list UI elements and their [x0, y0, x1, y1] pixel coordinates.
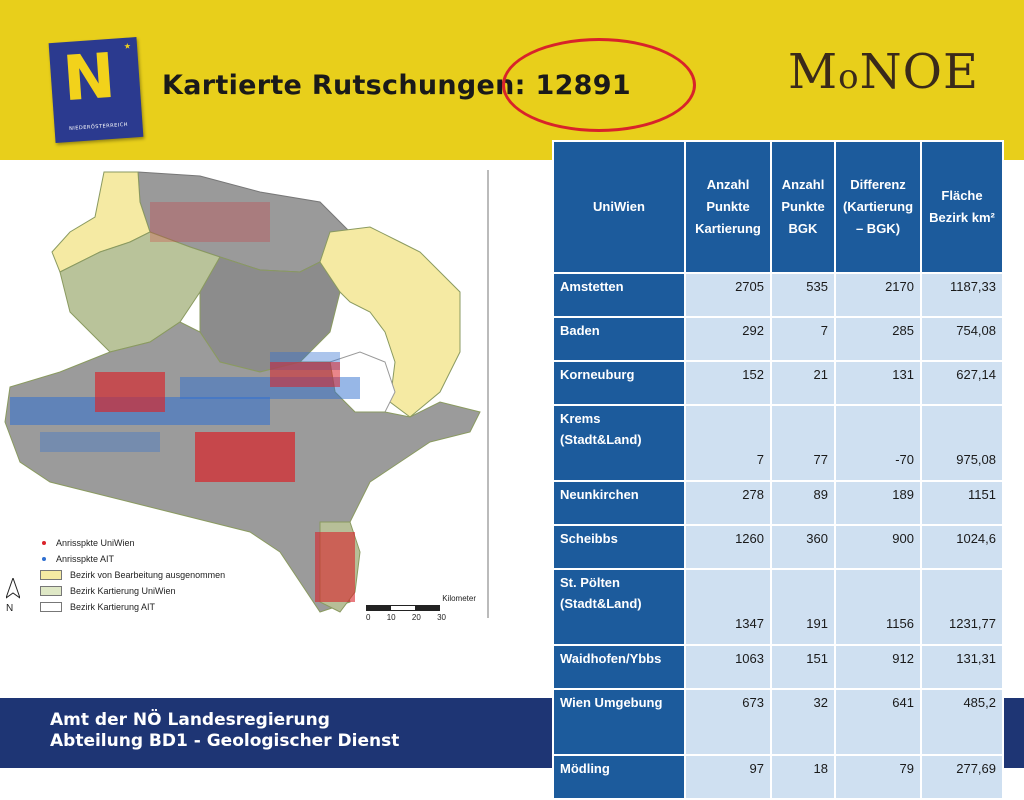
legend-label: Bezirk von Bearbeitung ausgenommen: [70, 570, 226, 580]
cell-kartierung: 292: [685, 317, 771, 361]
cell-flaeche: 627,14: [921, 361, 1003, 405]
table-row: [553, 645, 1003, 689]
north-arrow-icon: [6, 578, 20, 600]
legend-swatch-uniwien: [40, 586, 62, 596]
cell-flaeche: 754,08: [921, 317, 1003, 361]
cell-kartierung: 97: [685, 755, 771, 799]
legend-dot-ait: [42, 557, 46, 561]
cell-kartierung: 7: [685, 405, 771, 481]
table-header-row: [553, 141, 1003, 273]
footer-line-2: Abteilung BD1 - Geologischer Dienst: [50, 731, 400, 751]
cell-bgk: 535: [771, 273, 835, 317]
scale-tick: 30: [437, 613, 446, 622]
table-row: [553, 569, 1003, 645]
table-row: [553, 755, 1003, 799]
cell-flaeche: 1187,33: [921, 273, 1003, 317]
brand-letter-o: o: [838, 57, 860, 97]
legend-label: Bezirk Kartierung UniWien: [70, 586, 176, 596]
cell-bgk: 151: [771, 645, 835, 689]
cell-district: Scheibbs: [553, 525, 685, 569]
table-row: [553, 689, 1003, 755]
cell-bgk: 89: [771, 481, 835, 525]
legend-item: [40, 552, 225, 566]
legend-item: [40, 568, 225, 582]
legend-dot-uniwien: [42, 541, 46, 545]
cell-flaeche: 1231,77: [921, 569, 1003, 645]
cell-differenz: 189: [835, 481, 921, 525]
cell-differenz: 285: [835, 317, 921, 361]
cell-kartierung: 1260: [685, 525, 771, 569]
cell-district: Mödling: [553, 755, 685, 799]
header-band: [0, 0, 1024, 160]
cell-bgk: 7: [771, 317, 835, 361]
header-kartierung: Anzahl Punkte Kartierung: [685, 141, 771, 273]
scale-tick: 20: [411, 613, 421, 622]
highlight-circle: [502, 38, 696, 132]
cell-kartierung: 152: [685, 361, 771, 405]
cell-kartierung: 278: [685, 481, 771, 525]
cell-kartierung: 1347: [685, 569, 771, 645]
cell-differenz: 641: [835, 689, 921, 755]
legend-item: [40, 536, 225, 550]
legend-label: Anrisspkte AIT: [56, 554, 115, 564]
cell-flaeche: 277,69: [921, 755, 1003, 799]
cell-differenz: 900: [835, 525, 921, 569]
scale-tick: 0: [366, 613, 371, 622]
cell-flaeche: 131,31: [921, 645, 1003, 689]
header-bgk: Anzahl Punkte BGK: [771, 141, 835, 273]
header-differenz: Differenz (Kartierung – BGK): [835, 141, 921, 273]
cell-kartierung: 673: [685, 689, 771, 755]
cell-district: Amstetten: [553, 273, 685, 317]
cell-differenz: 1156: [835, 569, 921, 645]
cell-bgk: 191: [771, 569, 835, 645]
logo-letter: N: [60, 38, 118, 116]
star-icon: ★: [123, 41, 132, 51]
cell-flaeche: 975,08: [921, 405, 1003, 481]
cell-district: Baden: [553, 317, 685, 361]
cell-district: Krems (Stadt&Land): [553, 405, 685, 481]
cell-district: Korneuburg: [553, 361, 685, 405]
cell-flaeche: 485,2: [921, 689, 1003, 755]
table-row: [553, 317, 1003, 361]
cell-district: St. Pölten (Stadt&Land): [553, 569, 685, 645]
cell-bgk: 77: [771, 405, 835, 481]
cell-kartierung: 1063: [685, 645, 771, 689]
cell-flaeche: 1151: [921, 481, 1003, 525]
cell-bgk: 21: [771, 361, 835, 405]
legend-item: [40, 600, 225, 614]
cell-district: Wien Umgebung: [553, 689, 685, 755]
north-arrow: [6, 578, 20, 614]
cell-differenz: 79: [835, 755, 921, 799]
scale-ticks: [366, 613, 446, 622]
map-frame: [487, 170, 489, 618]
north-label: N: [6, 603, 14, 614]
legend-item: [40, 584, 225, 598]
footer-line-1: Amt der NÖ Landesregierung: [50, 710, 330, 730]
cell-bgk: 18: [771, 755, 835, 799]
cell-differenz: 131: [835, 361, 921, 405]
scale-bar: [366, 594, 476, 622]
table-row: [553, 273, 1003, 317]
scale-line: [366, 605, 440, 611]
header-flaeche: Fläche Bezirk km²: [921, 141, 1003, 273]
brand-monoe: [788, 44, 979, 100]
table-row: [553, 361, 1003, 405]
noe-logo: [49, 37, 144, 143]
cell-differenz: -70: [835, 405, 921, 481]
brand-rest: NOE: [859, 44, 980, 100]
cell-differenz: 912: [835, 645, 921, 689]
cell-district: Waidhofen/Ybbs: [553, 645, 685, 689]
header-uniwien: UniWien: [553, 141, 685, 273]
scale-label: Kilometer: [442, 594, 476, 603]
cell-district: Neunkirchen: [553, 481, 685, 525]
landslide-table: [552, 140, 1004, 800]
logo-subtitle: NIEDERÖSTERREICH: [68, 121, 129, 132]
map-legend: [40, 536, 225, 616]
page-title: Kartierte Rutschungen: 12891: [162, 70, 631, 101]
brand-letter-m: M: [788, 44, 839, 100]
scale-tick: 10: [386, 613, 396, 622]
cell-kartierung: 2705: [685, 273, 771, 317]
table-row: [553, 525, 1003, 569]
legend-swatch-excluded: [40, 570, 62, 580]
cell-differenz: 2170: [835, 273, 921, 317]
legend-label: Bezirk Kartierung AIT: [70, 602, 156, 612]
legend-swatch-ait: [40, 602, 62, 612]
cell-flaeche: 1024,6: [921, 525, 1003, 569]
cell-bgk: 32: [771, 689, 835, 755]
legend-label: Anrisspkte UniWien: [56, 538, 135, 548]
table-row: [553, 405, 1003, 481]
table-row: [553, 481, 1003, 525]
cell-bgk: 360: [771, 525, 835, 569]
